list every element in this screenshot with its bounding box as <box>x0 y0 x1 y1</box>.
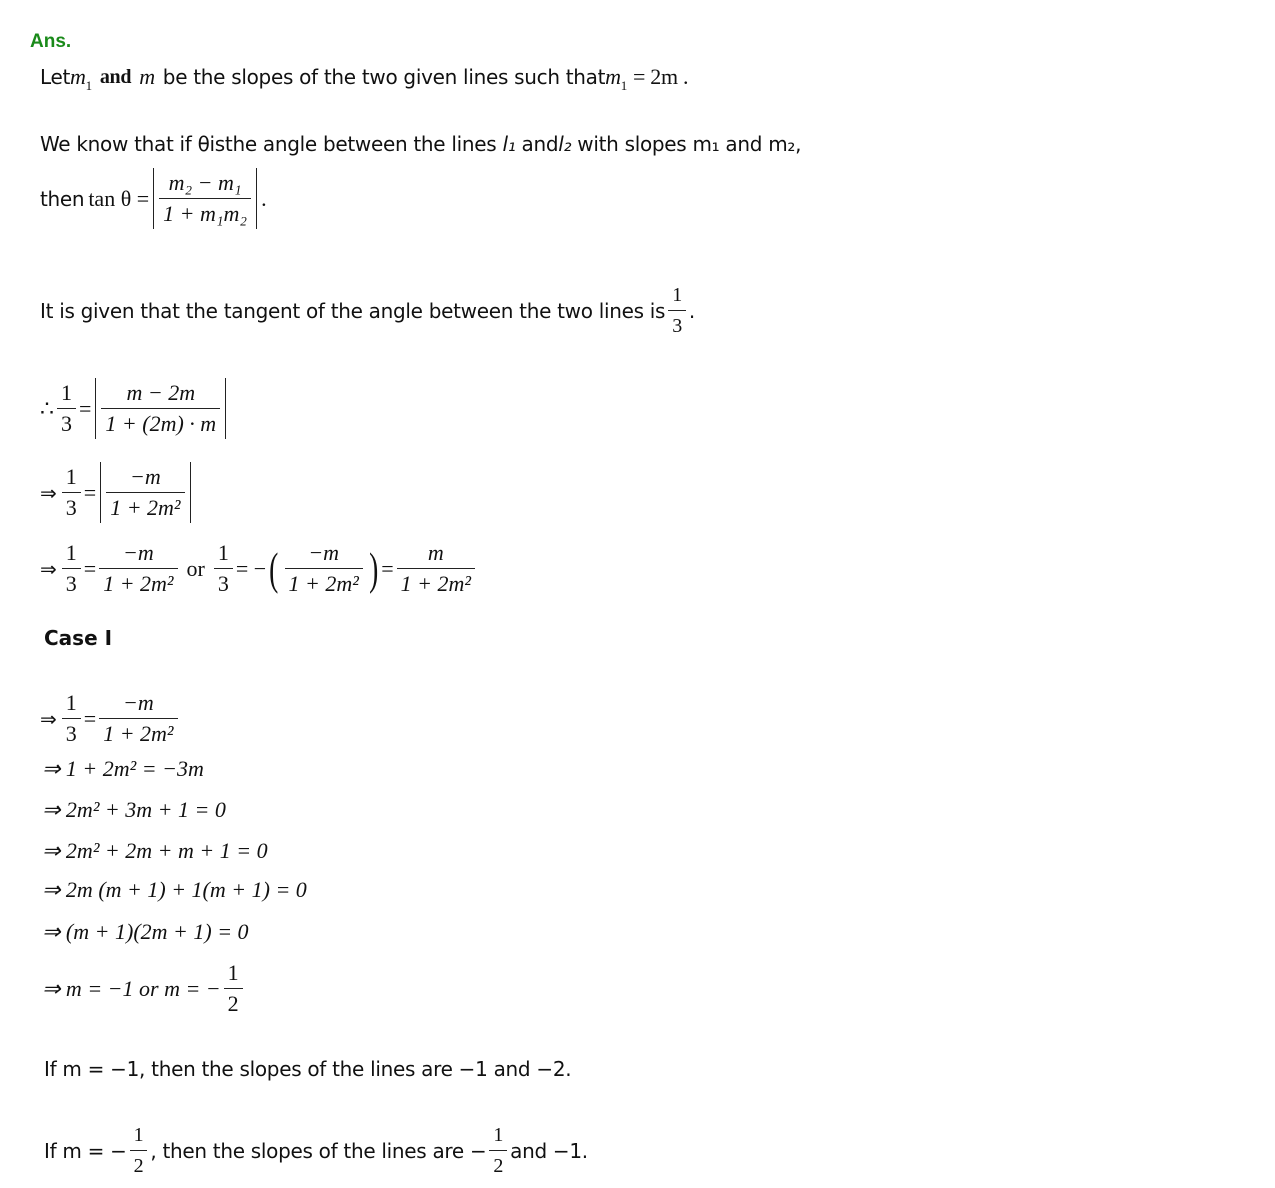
angle-text-b: with slopes m₁ and m₂, <box>577 132 802 156</box>
abs-value <box>153 168 257 229</box>
answer-label: Ans. <box>30 31 72 52</box>
c7-den: 2 <box>224 988 243 1017</box>
equation-3 <box>40 540 478 597</box>
eq3-den4: 1 + 2m² <box>285 568 363 597</box>
m1-symbol-2: $m_1$ <box>605 64 627 93</box>
slopes-statement <box>40 64 689 93</box>
c1-den1: 3 <box>62 718 81 747</box>
implies-symbol: ⇒ <box>40 480 57 505</box>
eq3-equals: = <box>83 555 97 581</box>
case1-line-4: ⇒ 2m² + 2m + m + 1 = 0 <box>42 838 268 863</box>
eq2-den1: 3 <box>62 492 81 521</box>
eq1-den2: 1 + (2m) · m <box>101 408 220 437</box>
r2-text-a: If m = − <box>44 1138 127 1163</box>
given-numerator: 1 <box>672 284 682 306</box>
implies-symbol: ⇒ <box>40 556 57 581</box>
eq3-num1: 1 <box>65 540 77 565</box>
r2-text-c: and −1. <box>510 1138 588 1163</box>
and-text: and <box>99 65 132 88</box>
angle-statement <box>40 132 801 156</box>
r2-den2: 2 <box>489 1150 507 1179</box>
result-2 <box>44 1122 588 1179</box>
eq1-num1: 1 <box>61 380 72 405</box>
given-statement <box>40 282 695 339</box>
eq3-equals-minus: = − <box>235 555 267 581</box>
eq3-equals-2: = <box>381 555 394 581</box>
given-text: It is given that the tangent of the angle between the two lines is <box>40 298 666 323</box>
r2-den1: 2 <box>130 1150 148 1179</box>
eq3-num3: 1 <box>217 540 229 565</box>
eq1-num2: m − 2m <box>126 380 196 405</box>
eq3-den5: 1 + 2m² <box>397 568 475 597</box>
eq3-num5: m <box>427 540 444 565</box>
case-label: Case I <box>44 626 113 650</box>
eq3-den1: 3 <box>62 568 81 597</box>
eq2-den2: 1 + 2m² <box>106 492 184 521</box>
m-symbol: m <box>139 64 155 89</box>
eq3-num4: −m <box>308 540 340 565</box>
given-period: . <box>688 298 695 323</box>
c7-num: 1 <box>227 960 239 985</box>
eq3-den2: 1 + 2m² <box>99 568 177 597</box>
be-text: be the slopes of the two given lines such that <box>162 65 606 89</box>
angle-text-a: We know that if θisthe angle between the lines <box>40 132 497 156</box>
then-text: then <box>40 186 85 211</box>
right-paren: ) <box>368 542 379 594</box>
eq2-num1: 1 <box>65 464 77 489</box>
c1-num1: 1 <box>65 690 77 715</box>
l1-symbol: l₁ <box>502 132 516 156</box>
result-1: If m = −1, then the slopes of the lines are −1 and −2. <box>44 1057 572 1081</box>
r2-text-b: , then the slopes of the lines are − <box>150 1138 487 1163</box>
therefore-symbol: ∴ <box>40 395 54 421</box>
implies-symbol: ⇒ <box>40 706 57 731</box>
c1-equals: = <box>83 705 97 731</box>
eq1-den1: 3 <box>57 408 76 437</box>
period: . <box>261 185 267 211</box>
eq1-equals: = <box>79 395 92 421</box>
let-text: Let <box>40 65 71 89</box>
or-text: or <box>186 555 205 581</box>
c7-text: ⇒ m = −1 or m = − <box>42 975 221 1001</box>
l2-symbol: l₂ <box>558 132 572 156</box>
case1-line-6: ⇒ (m + 1)(2m + 1) = 0 <box>42 919 249 944</box>
tan-theta: tan θ = <box>88 185 150 211</box>
eq2-equals: = <box>83 479 97 505</box>
m1-symbol: $m_1$ <box>70 64 92 93</box>
relation-text: = 2m . <box>632 64 689 89</box>
equation-1 <box>40 378 230 439</box>
left-paren: ( <box>269 542 279 594</box>
c1-den2: 1 + 2m² <box>99 718 177 747</box>
r2-num1: 1 <box>133 1124 144 1146</box>
eq2-num2: −m <box>129 464 161 489</box>
tan-formula <box>40 168 267 229</box>
case1-line-5: ⇒ 2m (m + 1) + 1(m + 1) = 0 <box>42 877 307 902</box>
case1-line-3: ⇒ 2m² + 3m + 1 = 0 <box>42 797 226 822</box>
eq3-den3: 3 <box>214 568 233 597</box>
formula-denominator: 1 + m₁m₂ <box>159 198 251 227</box>
given-denominator: 3 <box>668 310 686 339</box>
case1-line-2: ⇒ 1 + 2m² = −3m <box>42 756 204 781</box>
r2-num2: 1 <box>493 1124 504 1146</box>
c1-num2: −m <box>122 690 154 715</box>
formula-numerator: m₂ − m₁ <box>168 170 242 195</box>
case1-line-7 <box>42 960 246 1017</box>
and-text-2: and <box>521 132 559 156</box>
case1-line-1 <box>40 690 181 747</box>
eq3-num2: −m <box>122 540 154 565</box>
equation-2 <box>40 462 195 523</box>
